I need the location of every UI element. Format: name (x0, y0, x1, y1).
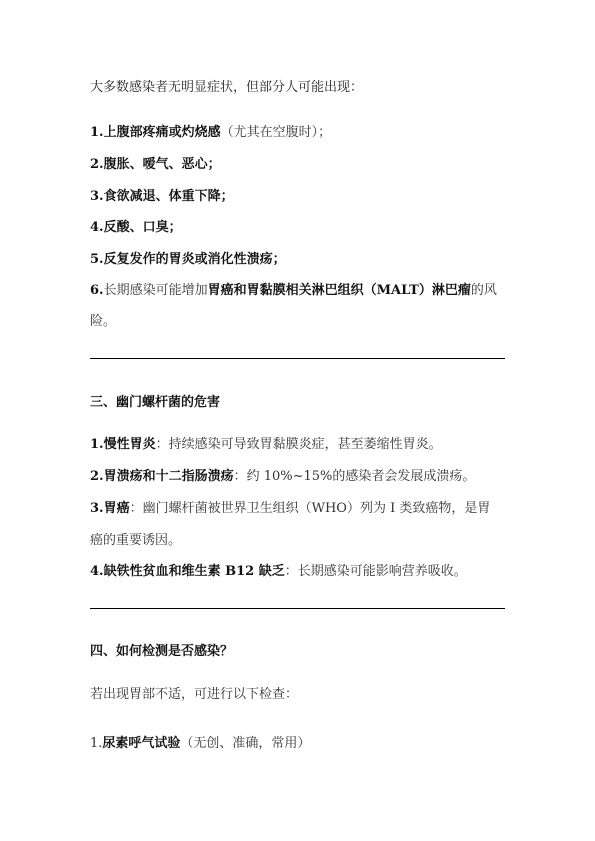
item-text: 险。 (90, 314, 117, 329)
item-bold-text: 反复发作的胃炎或消化性溃疡； (103, 252, 286, 267)
symptom-item-6-continued (90, 313, 510, 331)
item-text: ：持续感染可导致胃黏膜炎症，甚至萎缩性胃炎。 (155, 437, 442, 452)
heading-text: 三、幽门螺杆菌的危害 (90, 395, 221, 410)
section-divider (90, 358, 505, 359)
item-bold-text: 胃溃疡和十二指肠溃疡 (103, 469, 234, 484)
item-bold-text: 胃癌和胃黏膜相关淋巴组织（MALT）淋巴瘤 (207, 283, 471, 298)
symptom-item-6 (90, 282, 510, 300)
symptom-item-3 (90, 188, 510, 206)
item-number: 1. (90, 125, 104, 140)
section-4-heading (90, 643, 510, 661)
intro-text: 大多数感染者无明显症状，但部分人可能出现： (90, 80, 364, 95)
symptom-item-1 (90, 124, 510, 142)
item-bold-text: 腹胀、嗳气、恶心； (103, 157, 221, 172)
section-3-heading (90, 394, 510, 412)
item-number: 3. (90, 501, 104, 516)
item-number: 1. (90, 736, 103, 751)
item-bold-text: 上腹部疼痛或灼烧感 (103, 125, 221, 140)
section-divider (90, 608, 505, 609)
symptoms-intro (90, 79, 510, 97)
item-bold-text: 胃癌 (103, 501, 130, 516)
item-text: ：幽门螺杆菌被世界卫生组织（WHO）列为 I 类致癌物，是胃 (129, 501, 491, 516)
item-text: 长期感染可能增加 (103, 283, 208, 298)
harm-item-3 (90, 500, 510, 518)
item-number: 1. (90, 437, 104, 452)
heading-text: 四、如何检测是否感染？ (90, 644, 234, 659)
item-text: ：约 10%~15%的感染者会发展成溃疡。 (233, 469, 476, 484)
item-bold-text: 尿素呼气试验 (102, 736, 181, 751)
harm-item-1 (90, 436, 510, 454)
item-number: 4. (90, 564, 104, 579)
section-4-intro (90, 686, 510, 704)
symptom-item-5 (90, 251, 510, 269)
item-text: 的风 (470, 283, 497, 298)
harm-item-2 (90, 468, 510, 486)
harm-item-4 (90, 563, 510, 581)
test-item-1 (90, 735, 510, 753)
item-number: 4. (90, 220, 104, 235)
item-text: （尤其在空腹时）； (220, 125, 332, 140)
item-number: 2. (90, 157, 104, 172)
item-bold-text: 缺铁性贫血和维生素 B12 缺乏 (103, 564, 285, 579)
item-bold-text: 反酸、口臭； (103, 220, 182, 235)
symptom-item-2 (90, 156, 510, 174)
harm-item-3-continued (90, 532, 510, 550)
item-bold-text: 慢性胃炎 (103, 437, 156, 452)
symptom-item-4 (90, 219, 510, 237)
item-text: 癌的重要诱因。 (90, 533, 182, 548)
item-number: 6. (90, 283, 104, 298)
item-number: 5. (90, 252, 104, 267)
item-text: ：长期感染可能影响营养吸收。 (284, 564, 467, 579)
item-number: 2. (90, 469, 104, 484)
item-text: （无创、准确，常用） (180, 736, 311, 751)
item-bold-text: 食欲减退、体重下降； (103, 189, 234, 204)
intro-text: 若出现胃部不适，可进行以下检查： (90, 687, 299, 702)
item-number: 3. (90, 189, 104, 204)
